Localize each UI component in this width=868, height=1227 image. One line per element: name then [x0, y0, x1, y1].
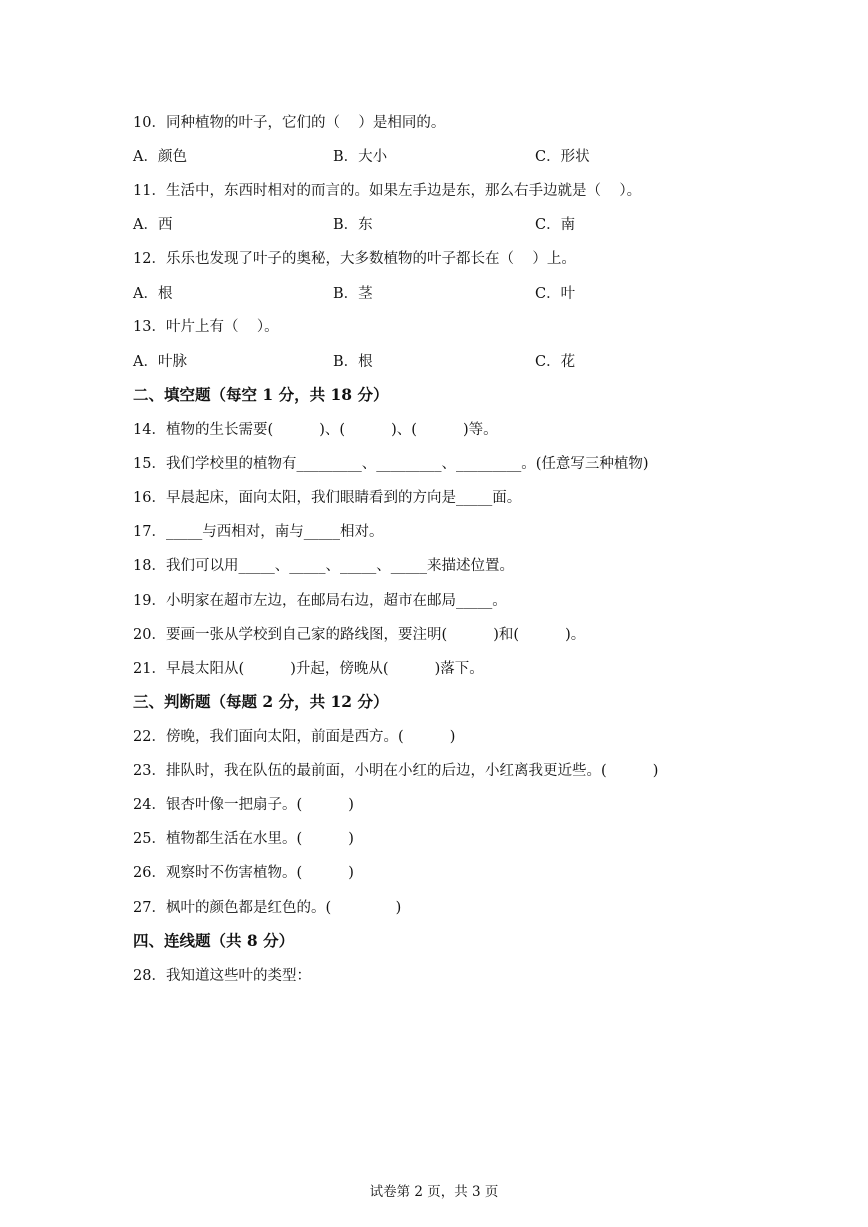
question-26: 26．观察时不伤害植物。( ) — [133, 865, 354, 881]
question-19: 19．小明家在超市左边，在邮局右边，超市在邮局_____。 — [133, 593, 507, 609]
question-10: 10．同种植物的叶子，它们的（ ）是相同的。 — [133, 115, 446, 131]
question-12-option-b: B．茎 — [333, 286, 373, 302]
page-footer: 试卷第 2 页，共 3 页 — [369, 1184, 499, 1200]
question-21: 21．早晨太阳从( )升起，傍晚从( )落下。 — [133, 661, 484, 677]
question-18: 18．我们可以用_____、_____、_____、_____来描述位置。 — [133, 558, 514, 574]
question-11-option-b: B．东 — [333, 217, 373, 233]
question-16: 16．早晨起床，面向太阳，我们眼睛看到的方向是_____面。 — [133, 490, 522, 506]
question-17: 17．_____与西相对，南与_____相对。 — [133, 524, 384, 540]
question-12-option-c: C．叶 — [535, 286, 576, 302]
question-12: 12．乐乐也发现了叶子的奥秘，大多数植物的叶子都长在（ ）上。 — [133, 251, 576, 267]
question-14: 14．植物的生长需要( )、( )、( )等。 — [133, 422, 498, 438]
question-25: 25．植物都生活在水里。( ) — [133, 831, 354, 847]
question-10-option-a: A．颜色 — [133, 149, 187, 165]
question-13: 13．叶片上有（ ）。 — [133, 319, 279, 335]
question-24: 24．银杏叶像一把扇子。( ) — [133, 797, 354, 813]
question-10-option-b: B．大小 — [333, 149, 388, 165]
question-20: 20．要画一张从学校到自己家的路线图，要注明( )和( )。 — [133, 627, 586, 643]
section-2-title: 二、填空题（每空 1 分，共 18 分） — [133, 385, 389, 404]
question-27: 27．枫叶的颜色都是红色的。( ) — [133, 900, 402, 916]
question-13-option-c: C．花 — [535, 354, 576, 370]
section-4-title: 四、连线题（共 8 分） — [133, 931, 295, 950]
question-15: 15．我们学校里的植物有_________、_________、_________。(任意写三种植物) — [133, 456, 649, 472]
question-11: 11．生活中，东西时相对的而言的。如果左手边是东，那么右手边就是（ ）。 — [133, 183, 642, 199]
question-28: 28．我知道这些叶的类型： — [133, 968, 311, 984]
section-3-title: 三、判断题（每题 2 分，共 12 分） — [133, 692, 389, 711]
question-12-option-a: A．根 — [133, 286, 173, 302]
question-23: 23．排队时，我在队伍的最前面，小明在小红的后边，小红离我更近些。( ) — [133, 763, 659, 779]
question-11-option-a: A．西 — [133, 217, 173, 233]
question-22: 22．傍晚，我们面向太阳，前面是西方。( ) — [133, 729, 456, 745]
question-10-option-c: C．形状 — [535, 149, 590, 165]
question-13-option-b: B．根 — [333, 354, 373, 370]
question-13-option-a: A．叶脉 — [133, 354, 187, 370]
question-11-option-c: C．南 — [535, 217, 576, 233]
